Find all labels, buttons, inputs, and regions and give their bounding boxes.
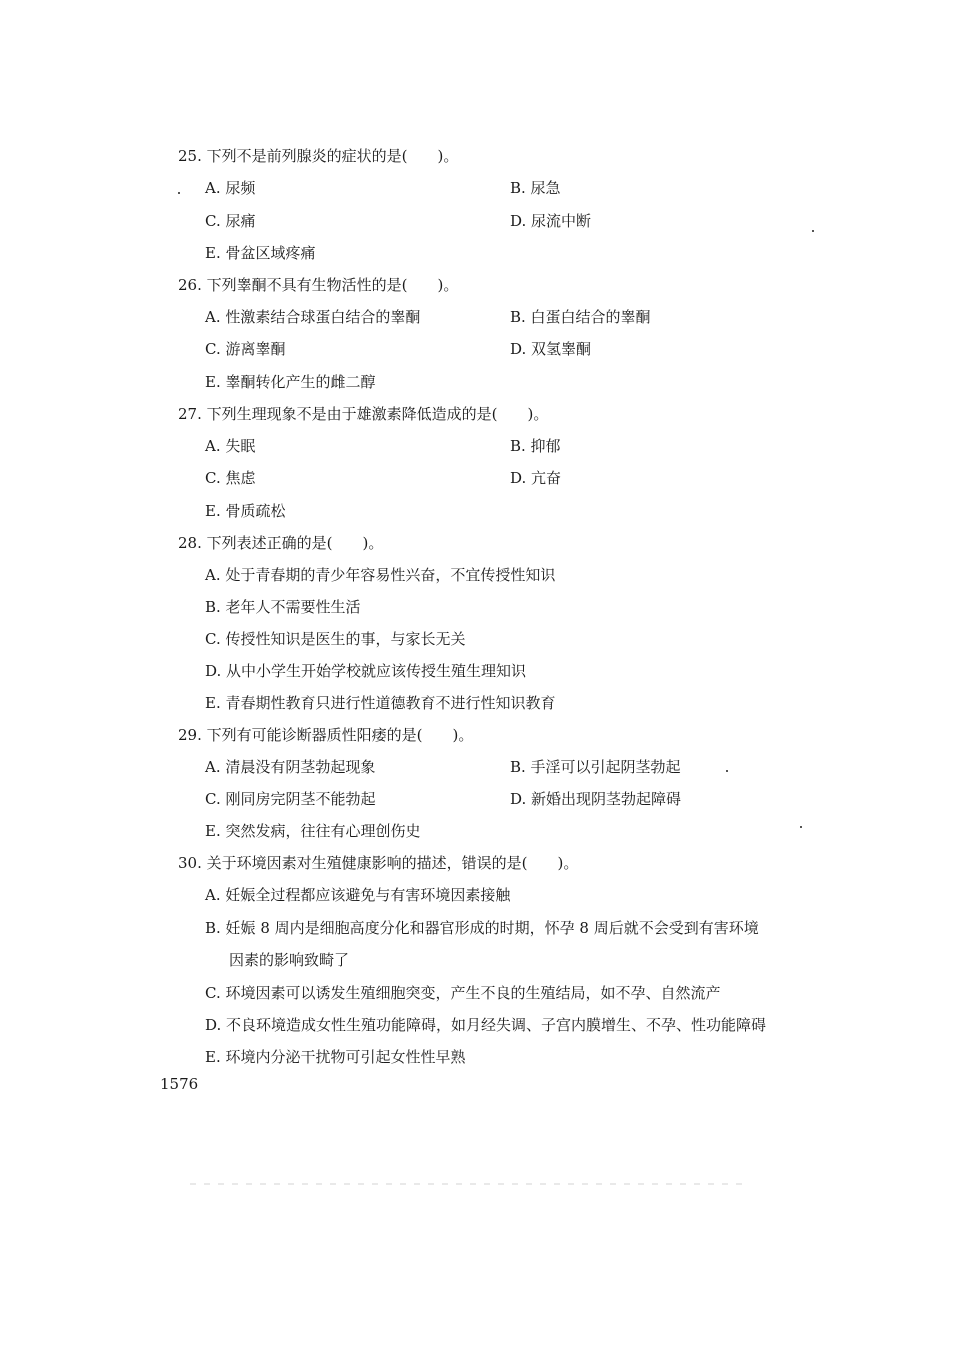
q25-option-c: C. 尿痛	[205, 212, 256, 230]
q25-option-b: B. 尿急	[510, 179, 561, 197]
q27-option-b: B. 抑郁	[510, 437, 561, 455]
q30-option-c: C. 环境因素可以诱发生殖细胞突变，产生不良的生殖结局，如不孕、自然流产	[205, 984, 721, 1002]
question-text: 下列表述正确的是( )。	[206, 534, 384, 552]
question-25-stem	[178, 146, 458, 166]
question-number: 27.	[178, 405, 202, 423]
q30-option-a: A. 妊娠全过程都应该避免与有害环境因素接触	[205, 886, 511, 904]
question-text: 下列睾酮不具有生物活性的是( )。	[206, 276, 459, 294]
question-number: 26.	[178, 276, 202, 294]
q25-option-a: A. 尿频	[205, 179, 256, 197]
question-text: 下列生理现象不是由于雄激素降低造成的是( )。	[206, 405, 549, 423]
q28-option-b: B. 老年人不需要性生活	[205, 598, 361, 616]
question-28-stem	[178, 533, 383, 553]
q26-option-d: D. 双氢睾酮	[510, 340, 592, 358]
q29-option-a: A. 清晨没有阴茎勃起现象	[205, 758, 376, 776]
question-text: 下列有可能诊断器质性阳痿的是( )。	[206, 726, 474, 744]
q25-option-d: D. 尿流中断	[510, 212, 592, 230]
q30-option-b: B. 妊娠 8 周内是细胞高度分化和器官形成的时期，怀孕 8 周后就不会受到有害环境	[205, 919, 759, 937]
question-text: 下列不是前列腺炎的症状的是( )。	[206, 147, 459, 165]
q30-option-e: E. 环境内分泌干扰物可引起女性性早熟	[205, 1048, 466, 1066]
q25-option-e: E. 骨盆区域疼痛	[205, 244, 316, 262]
q28-option-e: E. 青春期性教育只进行性道德教育不进行性知识教育	[205, 694, 556, 712]
question-number: 30.	[178, 854, 202, 872]
q26-option-a: A. 性激素结合球蛋白结合的睾酮	[205, 308, 421, 326]
q30-option-b-continued: 因素的影响致畸了	[229, 951, 350, 969]
q28-option-a: A. 处于青春期的青少年容易性兴奋，不宜传授性知识	[205, 566, 556, 584]
question-number: 28.	[178, 534, 202, 552]
q29-option-d: D. 新婚出现阴茎勃起障碍	[510, 790, 682, 808]
q26-option-c: C. 游离睾酮	[205, 340, 286, 358]
q30-option-d: D. 不良环境造成女性生殖功能障碍，如月经失调、子宫内膜增生、不孕、性功能障碍	[205, 1016, 767, 1034]
question-30-stem	[178, 853, 578, 873]
scan-speck	[812, 230, 814, 232]
q29-option-e: E. 突然发病，往往有心理创伤史	[205, 822, 421, 840]
q26-option-b: B. 白蛋白结合的睾酮	[510, 308, 651, 326]
question-number: 25.	[178, 147, 202, 165]
q27-option-e: E. 骨质疏松	[205, 502, 286, 520]
q27-option-c: C. 焦虑	[205, 469, 256, 487]
question-29-stem	[178, 725, 473, 745]
scan-speck	[726, 770, 728, 772]
scan-speck	[800, 826, 802, 828]
question-number: 29.	[178, 726, 202, 744]
q26-option-e: E. 睾酮转化产生的雌二醇	[205, 373, 376, 391]
page-number: 1576	[160, 1075, 199, 1093]
q27-option-d: D. 亢奋	[510, 469, 562, 487]
q27-option-a: A. 失眠	[205, 437, 256, 455]
question-26-stem	[178, 275, 458, 295]
scan-speck	[178, 192, 180, 194]
q29-option-b: B. 手淫可以引起阴茎勃起	[510, 758, 681, 776]
question-text: 关于环境因素对生殖健康影响的描述，错误的是( )。	[206, 854, 579, 872]
q29-option-c: C. 刚同房完阴茎不能勃起	[205, 790, 376, 808]
question-27-stem	[178, 404, 548, 424]
q28-option-c: C. 传授性知识是医生的事，与家长无关	[205, 630, 466, 648]
q28-option-d: D. 从中小学生开始学校就应该传授生殖生理知识	[205, 662, 527, 680]
scan-noise-line	[190, 1183, 750, 1185]
